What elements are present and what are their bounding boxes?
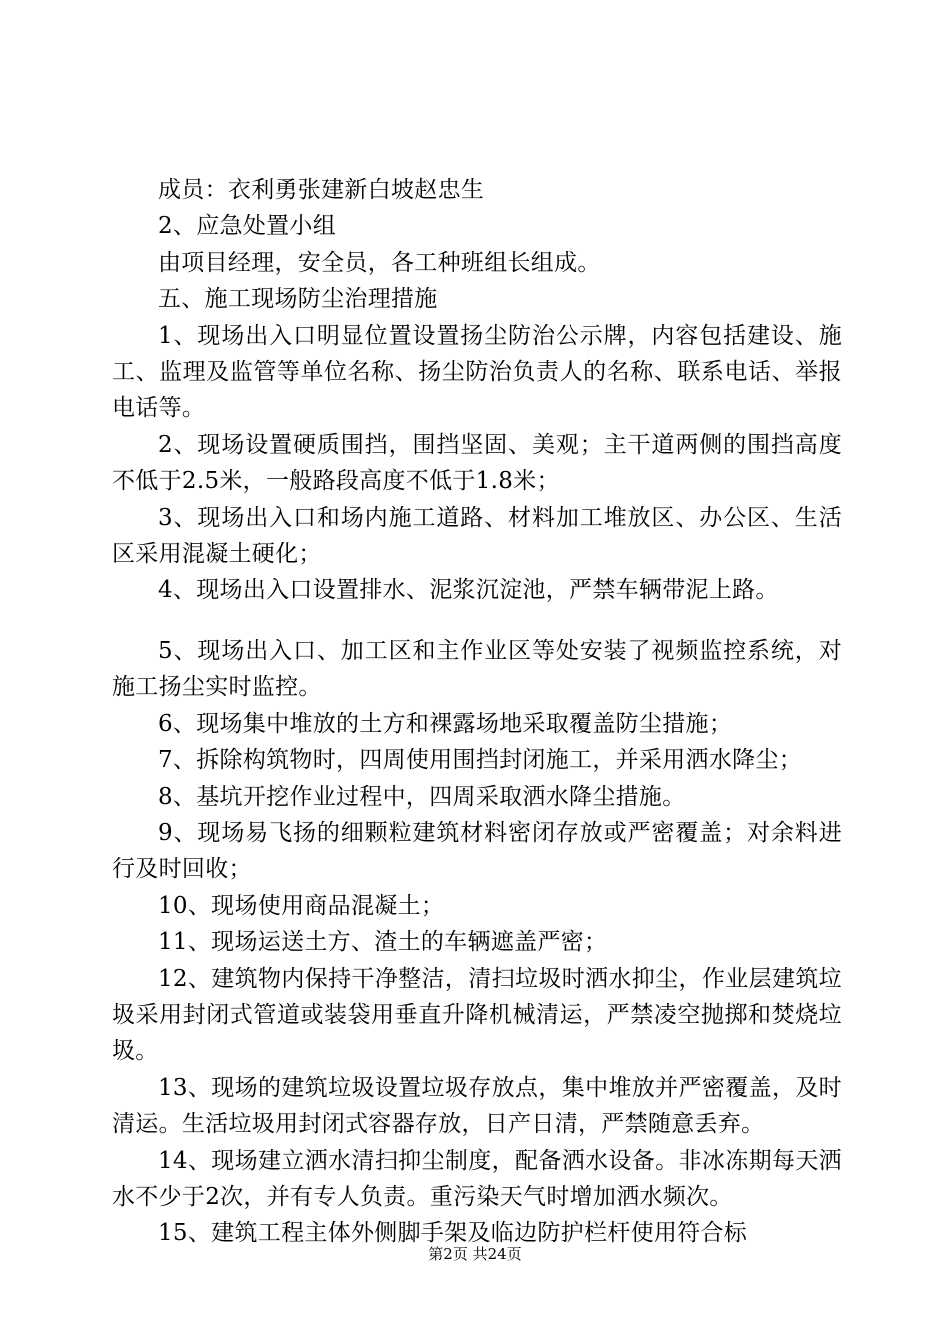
- paragraph-item-2: 2、现场设置硬质围挡，围挡坚固、美观；主干道两侧的围挡高度不低于2.5米，一般路段高度不低于1.8米；: [112, 431, 842, 495]
- paragraph-item-8: 8、基坑开挖作业过程中，四周采取洒水降尘措施。: [158, 783, 686, 810]
- paragraph-item-12: 12、建筑物内保持干净整洁，清扫垃圾时洒水抑尘，作业层建筑垃圾采用封闭式管道或装袋用垂直升降机械清运，严禁凌空抛掷和焚烧垃圾。: [112, 965, 842, 1065]
- paragraph-item-1: 1、现场出入口明显位置设置扬尘防治公示牌，内容包括建设、施工、监理及监管等单位名称、扬尘防治负责人的名称、联系电话、举报电话等。: [112, 322, 842, 422]
- paragraph-item-9: 9、现场易飞扬的细颗粒建筑材料密闭存放或严密覆盖；对余料进行及时回收；: [112, 819, 842, 883]
- paragraph-item-14: 14、现场建立洒水清扫抑尘制度，配备洒水设备。非冰冻期每天洒水不少于2次，并有专人负责。重污染天气时增加洒水频次。: [112, 1147, 842, 1210]
- page-number-label: 第2页 共24页: [428, 1245, 522, 1263]
- page-footer: [0, 1244, 950, 1264]
- paragraph-item-4: 4、现场出入口设置排水、泥浆沉淀池，严禁车辆带泥上路。: [158, 577, 779, 604]
- paragraph-emergency-group: 2、应急处置小组: [158, 213, 337, 240]
- paragraph-item-5: 5、现场出入口、加工区和主作业区等处安装了视频监控系统，对施工扬尘实时监控。: [112, 637, 842, 701]
- paragraph-group-composition: 由项目经理，安全员，各工种班组长组成。: [158, 249, 601, 276]
- paragraph-item-13: 13、现场的建筑垃圾设置垃圾存放点，集中堆放并严密覆盖，及时清运。生活垃圾用封闭式容器存放，日产日清，严禁随意丢弃。: [112, 1074, 842, 1138]
- paragraph-item-15: 15、建筑工程主体外侧脚手架及临边防护栏杆使用符合标: [158, 1220, 748, 1247]
- section-heading-dust-control: 五、施工现场防尘治理措施: [158, 286, 438, 313]
- document-body: [112, 172, 842, 1252]
- paragraph-item-11: 11、现场运送土方、渣土的车辆遮盖严密；: [158, 929, 608, 956]
- paragraph-item-7: 7、拆除构筑物时，四周使用围挡封闭施工，并采用洒水降尘；: [158, 747, 803, 774]
- paragraph-item-10: 10、现场使用商品混凝土；: [158, 892, 445, 919]
- paragraph-members: 成员：衣利勇张建新白坡赵忠生: [158, 177, 485, 203]
- paragraph-item-3: 3、现场出入口和场内施工道路、材料加工堆放区、办公区、生活区采用混凝土硬化；: [112, 504, 842, 568]
- paragraph-item-6: 6、现场集中堆放的土方和裸露场地采取覆盖防尘措施；: [158, 710, 733, 737]
